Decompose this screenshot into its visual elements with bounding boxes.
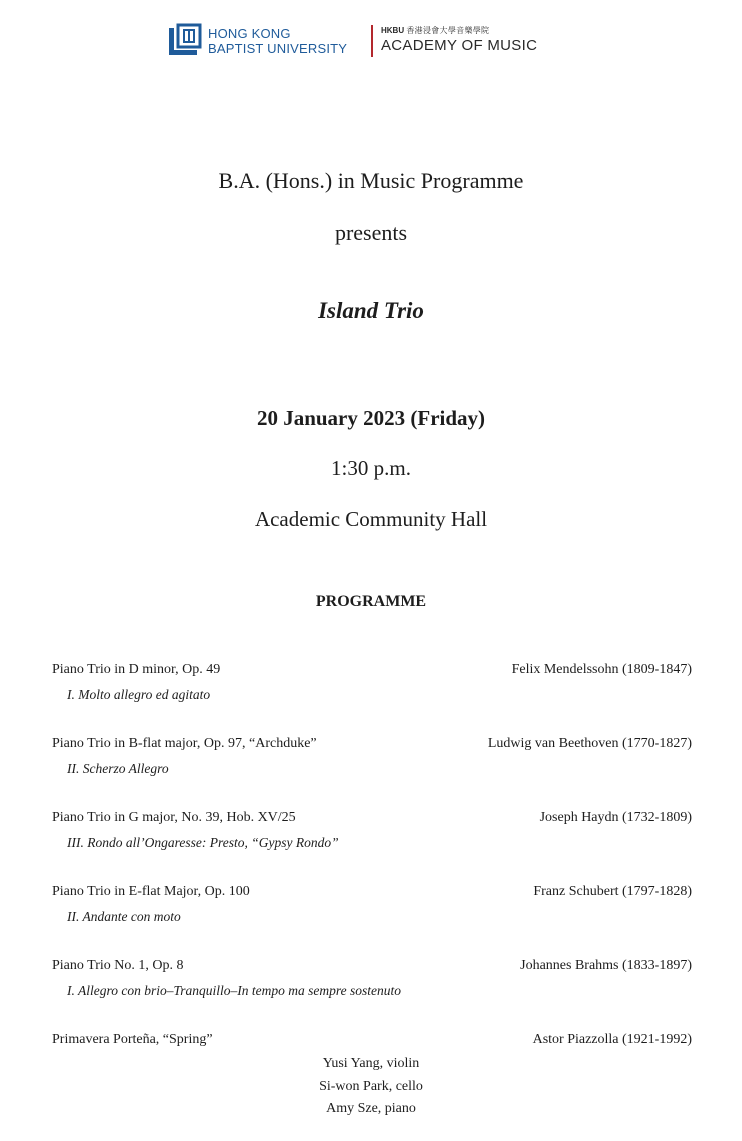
- hkbu-logo: [168, 22, 347, 60]
- performer-piano: Amy Sze, piano: [326, 1101, 416, 1116]
- performers-list: [0, 1053, 742, 1121]
- movement: II. Scherzo Allegro: [67, 761, 169, 776]
- ensemble-name: Island Trio: [318, 298, 424, 323]
- academy-of-music-logo: [371, 25, 537, 57]
- hkbu-line2: BAPTIST UNIVERSITY: [208, 41, 348, 56]
- event-venue: Academic Community Hall: [254, 507, 488, 531]
- movement: II. Andante con moto: [67, 909, 181, 924]
- movement: I. Molto allegro ed agitato: [67, 687, 211, 702]
- composer: Ludwig van Beethoven (1770-1827): [487, 736, 692, 751]
- piece-title: Piano Trio in G major, No. 39, Hob. XV/25: [52, 810, 296, 825]
- programme-item: [52, 958, 692, 1008]
- composer: Joseph Haydn (1732-1809): [539, 810, 692, 825]
- piece-title: Piano Trio in B-flat major, Op. 97, “Archduke”: [52, 736, 317, 751]
- movement: III. Rondo all’Ongaresse: Presto, “Gypsy Rondo”: [67, 835, 339, 850]
- composer: Felix Mendelssohn (1809-1847): [511, 662, 692, 677]
- hkbu-line1: HONG KONG: [208, 26, 291, 41]
- programme-item: [52, 662, 692, 712]
- piece-title: Piano Trio in D minor, Op. 49: [52, 662, 221, 677]
- programme-item: [52, 810, 692, 860]
- programme-item: [52, 736, 692, 786]
- academy-chinese-name: 香港浸會大學音樂學院: [406, 26, 490, 35]
- event-date: 20 January 2023 (Friday): [256, 406, 486, 430]
- academy-logo-bar: [371, 25, 373, 57]
- composer: Johannes Brahms (1833-1897): [520, 958, 692, 973]
- hkbu-crest-icon: [168, 23, 202, 59]
- academy-name: ACADEMY OF MUSIC: [381, 37, 538, 54]
- academy-logo-top: [381, 25, 537, 36]
- composer: Franz Schubert (1797-1828): [533, 884, 692, 899]
- movement: I. Allegro con brio–Tranquillo–In tempo ma sempre sostenuto: [67, 983, 401, 998]
- programme-item: [52, 1032, 692, 1054]
- academy-prefix: HKBU: [381, 26, 405, 35]
- piece-title: Primavera Porteña, “Spring”: [52, 1032, 213, 1047]
- presents-text: presents: [334, 220, 408, 245]
- event-time: 1:30 p.m.: [331, 456, 411, 480]
- piece-title: Piano Trio No. 1, Op. 8: [52, 958, 184, 973]
- composer: Astor Piazzolla (1921-1992): [532, 1032, 692, 1047]
- piece-title: Piano Trio in E-flat Major, Op. 100: [52, 884, 250, 899]
- performer-violin: Yusi Yang, violin: [322, 1056, 420, 1071]
- performer-cello: Si-won Park, cello: [319, 1078, 423, 1094]
- hkbu-wordmark: [208, 26, 347, 56]
- programme-name: B.A. (Hons.) in Music Programme: [218, 168, 524, 193]
- programme-heading: PROGRAMME: [315, 593, 427, 610]
- programme-item: [52, 884, 692, 934]
